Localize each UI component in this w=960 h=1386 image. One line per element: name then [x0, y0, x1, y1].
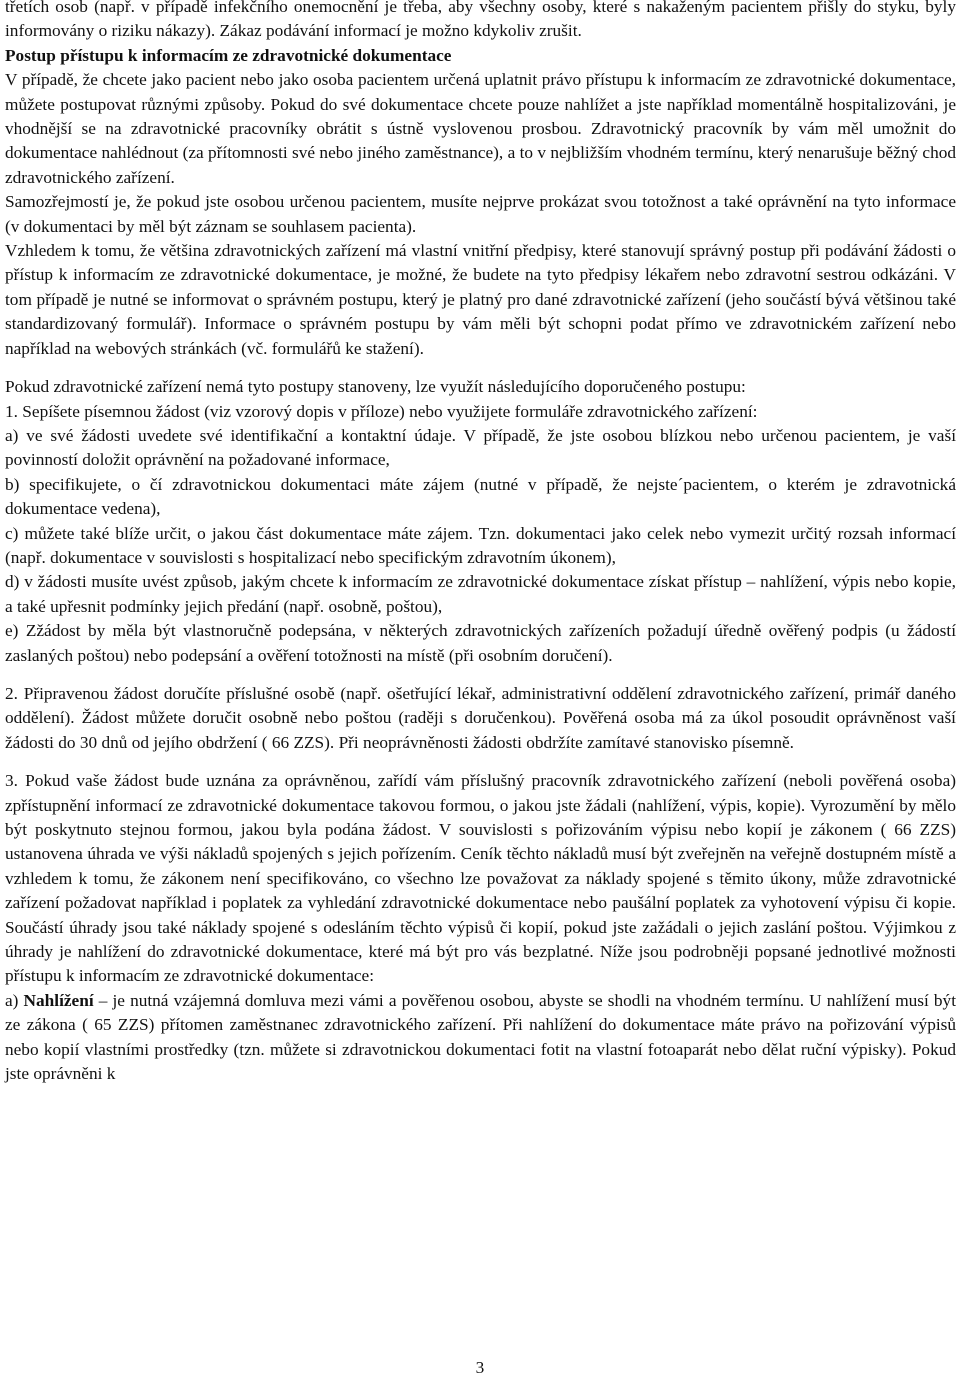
step-1-item-e: e) Zžádost by měla být vlastnoručně podepsána, v některých zdravotnických zařízeních požadují úředně ověřený podpis (u žádostí zaslaných poštou) nebo podepsání a ověření totožnosti na místě (při osobním doručení). — [5, 621, 956, 665]
step-3-item-a-prefix: a) — [5, 990, 24, 1010]
step-1-item-c: c) můžete také blíže určit, o jakou část dokumentace máte zájem. Tzn. dokumentaci jako celek nebo vymezit určitý rozsah informací (např. dokumentace v souvislosti s hospitalizací nebo specifickým zdravotním úkonem), — [5, 523, 956, 567]
step-3-item-a — [5, 989, 956, 1087]
intro-paragraph: třetích osob (např. v případě infekčního onemocnění je třeba, aby všechny osoby, které s nakaženým pacientem přišly do styku, byly informovány o riziku nákazy). Zákaz podávání informací je možno kdykoliv zrušit. — [5, 0, 956, 41]
paragraph-gap — [5, 361, 956, 375]
page-number: 3 — [475, 1358, 485, 1377]
section-heading: Postup přístupu k informacím ze zdravotnické dokumentace — [5, 45, 452, 65]
paragraph-recommended-procedure: Pokud zdravotnické zařízení nemá tyto postupy stanoveny, lze využít následujícího doporučeného postupu: — [5, 377, 746, 397]
step-3-item-a-text: – je nutná vzájemná domluva mezi vámi a pověřenou osobou, abyste se shodli na vhodném termínu. U nahlížení musí být ze zákona ( 65 ZZS) přítomen zaměstnanec zdravotnického zařízení. Při nahlížení do dokumentace máte právo na pořizování výpisů nebo kopií vlastními prostředky (tzn. můžete si zdravotnickou dokumentaci fotit na vlastní fotoaparát nebo dělat ruční výpisky). Pokud jste oprávněni k — [5, 990, 957, 1084]
document-body — [5, 0, 956, 1086]
step-1-item-a: a) ve své žádosti uvedete své identifikační a kontaktní údaje. V případě, že jste osobou blízkou nebo určenou pacientem, je vaší povinností doložit oprávnění na požadované informace, — [5, 425, 956, 470]
step-3: 3. Pokud vaše žádost bude uznána za oprávněnou, zařídí vám příslušný pracovník zdravotnického zařízení (neboli pověřená osoba) zpřístupnění informací ze zdravotnické dokumentace takovou formou, o jakou jste žádali (nahlížení, výpis, kopie). Vyrozumění by mělo být poskytnuto stejnou formou, jakou byla podána žádost. V souvislosti s pořizováním výpisu nebo kopií je zákonem ( 66 ZZS) ustanovena úhrada ve výši nákladů spojených s jejich pořízením. Ceník těchto nákladů musí být zveřejněn na veřejně dostupném místě a vzhledem k tomu, že zákonem není specifikováno, co všechno lze považovat za náklady spojené s těmito úkony, může zdravotnické zařízení požadovat například i poplatek za vyhledání zdravotnické dokumentace nebo paušální poplatek za vyhotovení výpisu či kopie. Součástí úhrady jsou také náklady spojené s odesláním těchto výpisů či kopií, pokud jste zažádali o jejich zaslání poštou. Výjimkou z úhrady je nahlížení do zdravotnické dokumentace, které má být pro vás bezplatné. Níže jsou podrobněji popsané jednotlivé možnosti přístupu k informacím ze zdravotnické dokumentace: — [5, 771, 956, 986]
step-3-item-a-term: Nahlížení — [23, 990, 94, 1010]
step-2: 2. Připravenou žádost doručíte příslušné osobě (např. ošetřující lékař, administrativní oddělení zdravotnického zařízení, primář daného oddělení). Žádost můžete doručit osobně nebo poštou (raději s doručenkou). Pověřená osoba má za úkol posoudit oprávněnost vaší žádosti do 30 dnů od jejího obdržení ( 66 ZZS). Při neoprávněnosti žádosti obdržíte zamítavé stanovisko písemně. — [5, 683, 956, 752]
paragraph-gap — [5, 755, 956, 769]
paragraph-access-methods: V případě, že chcete jako pacient nebo jako osoba pacientem určená uplatnit právo přístupu k informacím ze zdravotnické dokumentace, můžete postupovat různými způsoby. Pokud do své dokumentace chcete pouze nahlížet a jste například momentálně hospitalizováni, je vhodnější se na zdravotnické pracovníky obrátit s ústně vyslovenou prosbou. Zdravotnický pracovník by vám měl umožnit do dokumentace nahlédnout (za přítomnosti své nebo jiného zaměstnance), a to v nejbližším vhodném termínu, který nenarušuje běžný chod zdravotnického zařízení. — [5, 70, 956, 187]
paragraph-gap — [5, 668, 956, 682]
paragraph-identity: Samozřejmostí je, že pokud jste osobou určenou pacientem, musíte nejprve prokázat svou totožnost a také oprávnění na tyto informace (v dokumentaci by měl být záznam se souhlasem pacienta). — [5, 192, 956, 236]
step-1-item-b: b) specifikujete, o čí zdravotnickou dokumentaci máte zájem (nutné v případě, že nejste´pacientem, o kterém je zdravotnická dokumentace vedena), — [5, 474, 956, 519]
step-1: 1. Sepíšete písemnou žádost (viz vzorový dopis v příloze) nebo využijete formuláře zdravotnického zařízení: — [5, 401, 758, 421]
step-1-item-d: d) v žádosti musíte uvést způsob, jakým chcete k informacím ze zdravotnické dokumentace získat přístup – nahlížení, výpis nebo kopie, a také upřesnit podmínky jejich předání (např. osobně, poštou), — [5, 572, 956, 616]
paragraph-regulations: Vzhledem k tomu, že většina zdravotnických zařízení má vlastní vnitřní předpisy, které stanovují správný postup při podávání žádosti o přístup k informacím ze zdravotnické dokumentace, je možné, že budete na tyto předpisy lékařem nebo zdravotní sestrou odkázáni. V tom případě je nutné se informovat o správném postupu, který je platný pro dané zdravotnické zařízení (jeho součástí bývá většinou také standardizovaný formulář). Informace o správném postupu by vám měli být schopni podat přímo ve zdravotnickém zařízení nebo například na webových stránkách (vč. formulářů ke stažení). — [5, 241, 956, 358]
